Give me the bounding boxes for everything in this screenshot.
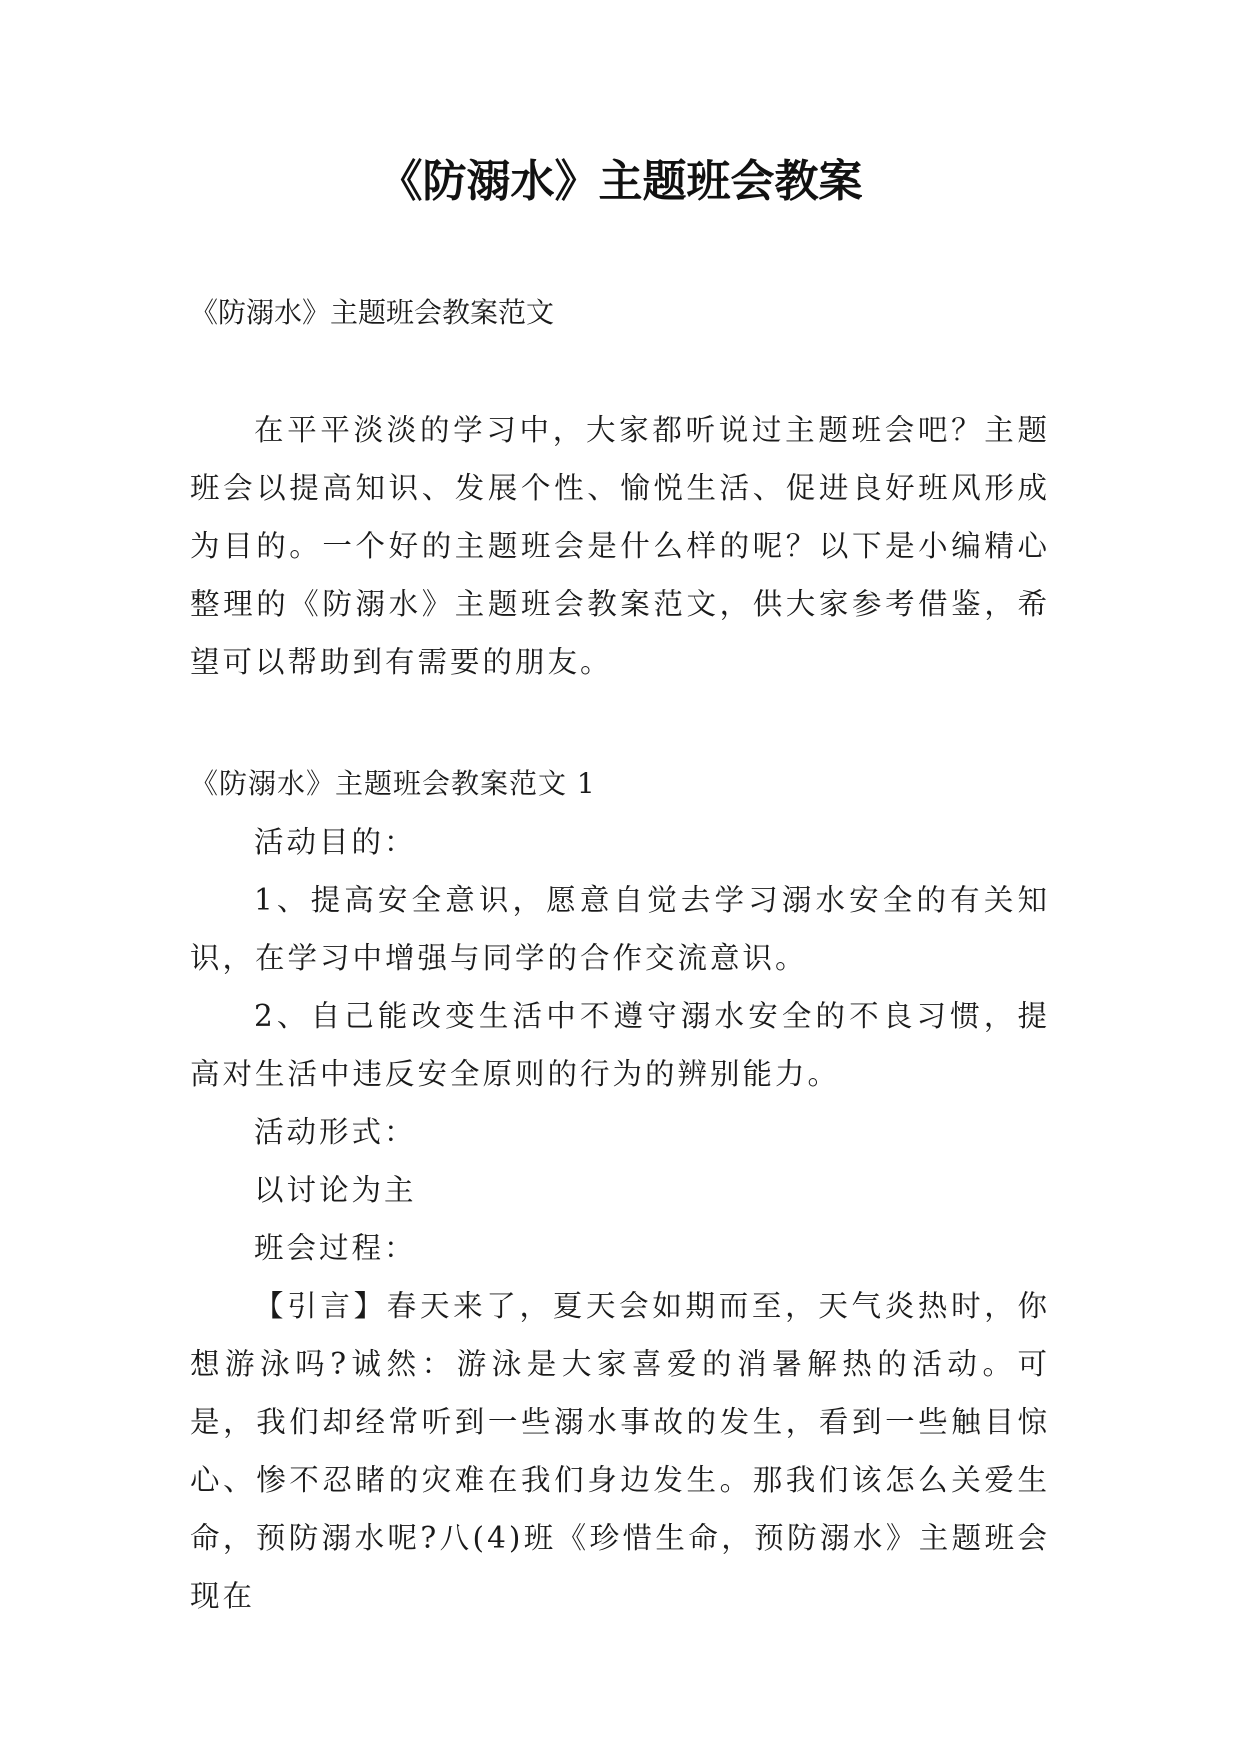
section-heading: 《防溺水》主题班会教案范文 1: [190, 767, 596, 800]
intro-block: [190, 401, 1050, 691]
paragraph-activity-goal: 活动目的：: [254, 825, 417, 859]
paragraph-process: 班会过程：: [254, 1231, 417, 1265]
paragraph-introduction: 【引言】春天来了，夏天会如期而至，天气炎热时，你想游泳吗?诚然：游泳是大家喜爱的消暑解热的活动。可是，我们却经常听到一些溺水事故的发生，看到一些触目惊心、惨不忍睹的灾难在我们身边发生。那我们该怎么关爱生命，预防溺水呢?八(4)班《珍惜生命，预防溺水》主题班会现在: [190, 1289, 1050, 1613]
paragraph-goal-2: 2、自己能改变生活中不遵守溺水安全的不良习惯，提高对生活中违反安全原则的行为的辨别能力。: [190, 999, 1050, 1091]
paragraph-activity-form: 活动形式：: [254, 1115, 417, 1149]
section-block: [190, 755, 1050, 1625]
document-subtitle: 《防溺水》主题班会教案范文: [190, 296, 555, 329]
document-title: 《防溺水》主题班会教案: [378, 156, 863, 207]
paragraph-goal-1: 1、提高安全意识，愿意自觉去学习溺水安全的有关知识，在学习中增强与同学的合作交流意识。: [190, 883, 1050, 975]
intro-paragraph: 在平平淡淡的学习中，大家都听说过主题班会吧？主题班会以提高知识、发展个性、愉悦生活、促进良好班风形成为目的。一个好的主题班会是什么样的呢？以下是小编精心整理的《防溺水》主题班会教案范文，供大家参考借鉴，希望可以帮助到有需要的朋友。: [190, 413, 1050, 679]
paragraph-form-value: 以讨论为主: [254, 1173, 417, 1207]
